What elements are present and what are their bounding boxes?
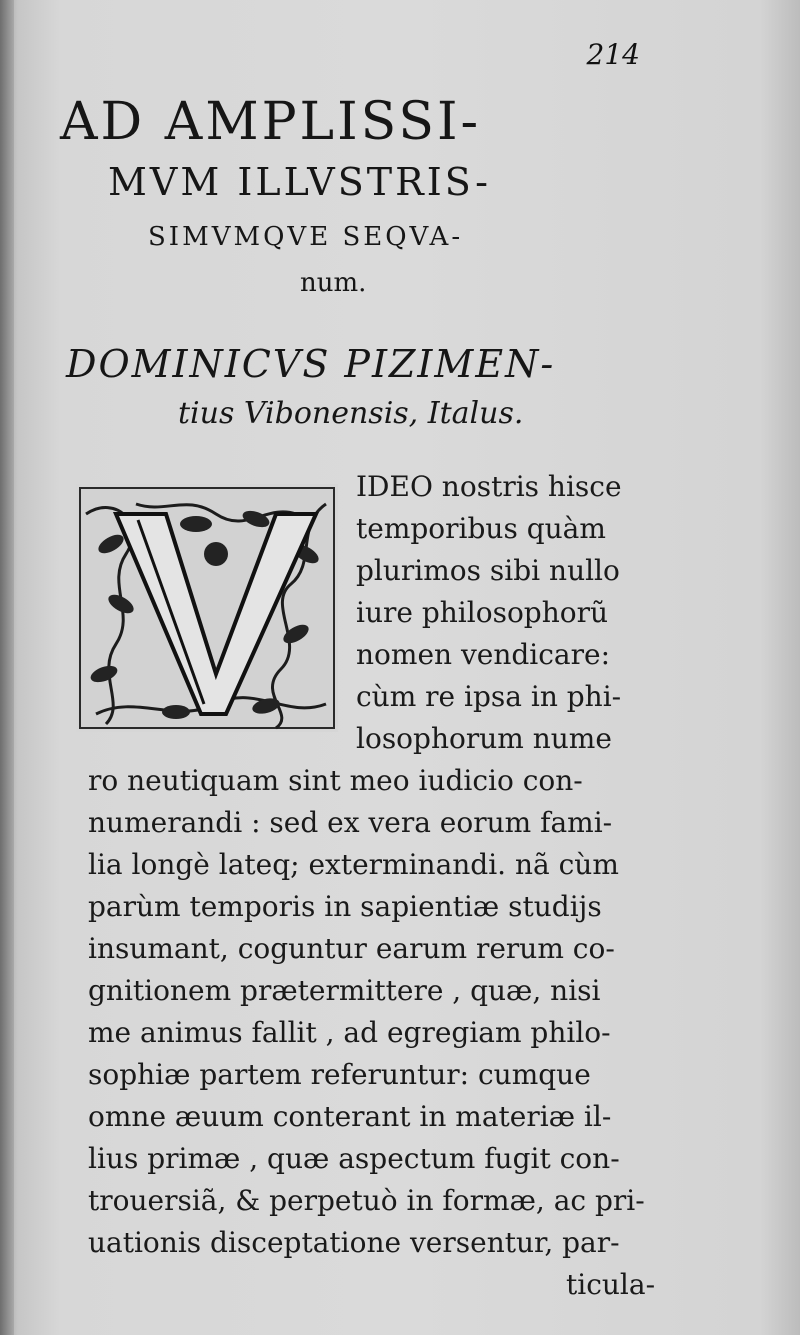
text-line: temporibus quàm [356,512,606,545]
text-line: IDEO nostris hisce [356,470,622,503]
text-line: lia longè lateq; exterminandi. nã cùm [88,848,619,881]
text-line: insumant, coguntur earum rerum co- [88,932,615,965]
decorated-initial [76,484,338,732]
page-number: 214 [586,38,640,71]
heading-line-4: num. [300,268,367,298]
heading-line-2: MVM ILLVSTRIS- [108,160,492,204]
heading-line-3: SIMVMQVE SEQVA- [148,222,464,252]
text-line: ro neutiquam sint meo iudicio con- [88,764,583,797]
author-origin: tius Vibonensis, Italus. [178,396,524,431]
text-line: uationis disceptatione versentur, par- [88,1226,620,1259]
text-line: sophiæ partem referuntur: cumque [88,1058,591,1091]
text-line: omne æuum conterant in materiæ il- [88,1100,612,1133]
text-line: lius primæ , quæ aspectum fugit con- [88,1142,620,1175]
text-line: iure philosophorũ [356,596,609,629]
text-line: numerandi : sed ex vera eorum fami- [88,806,613,839]
text-line: trouersiã, & perpetuò in formæ, ac pri- [88,1184,645,1217]
text-line: losophorum nume [356,722,612,755]
text-line: nomen vendicare: [356,638,611,671]
text-line: plurimos sibi nullo [356,554,620,587]
decorated-initial-v-icon [76,484,338,732]
text-line: me animus fallit , ad egregiam philo- [88,1016,611,1049]
text-line: cùm re ipsa in phi- [356,680,622,713]
catchword: ticula- [566,1268,656,1301]
text-line: parùm temporis in sapientiæ studijs [88,890,602,923]
heading-line-1: AD AMPLISSI- [60,92,482,152]
text-line: gnitionem prætermittere , quæ, nisi [88,974,601,1007]
page-gutter-shadow [0,0,14,1335]
author-name: DOMINICVS PIZIMEN- [66,342,556,386]
